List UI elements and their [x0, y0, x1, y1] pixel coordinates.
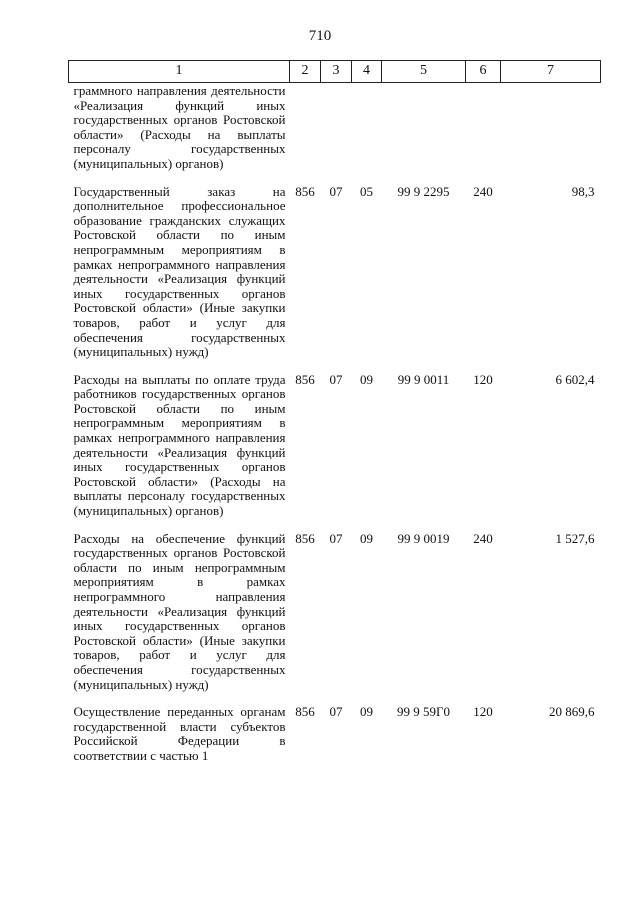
cell-section: 07 — [329, 183, 343, 199]
table-row — [69, 185, 601, 373]
cell-subsection — [352, 83, 382, 185]
cell-subsection: 09 — [360, 530, 373, 546]
cell-ministry-code: 856 — [295, 704, 315, 720]
cell-subsection: 05 — [360, 183, 373, 199]
cell-ministry-code — [290, 83, 321, 185]
cell-amount: 20 869,6 — [549, 704, 595, 720]
cell-section — [321, 83, 352, 185]
cell-target-article — [382, 83, 466, 185]
cell-expense-type — [466, 83, 501, 185]
table-row — [69, 373, 601, 532]
column-header: 1 — [69, 61, 290, 83]
cell-expense-type: 240 — [473, 183, 493, 199]
cell-amount: 1 527,6 — [555, 530, 595, 546]
table-row — [69, 532, 601, 706]
cell-target-article: 99 9 59Г0 — [396, 704, 450, 720]
cell-expense-type: 120 — [473, 704, 493, 720]
column-header: 7 — [501, 61, 601, 83]
cell-section: 07 — [329, 371, 343, 387]
row-description: Государственный заказ на дополнительное профессиональное образование гражданских служащих Ростовской области по иным непрограммным мероприятиям в рамках непрограммного направления деятельности «Реализация функций иных государственных органов Ростовской области» (Иные закупки товаров, работ и услуг для обеспечения государственных (муниципальных) нужд) — [73, 183, 286, 360]
page-number: 710 — [308, 28, 332, 44]
column-header: 6 — [466, 61, 501, 83]
column-header: 3 — [321, 61, 352, 83]
cell-target-article: 99 9 0019 — [397, 530, 450, 546]
cell-target-article: 99 9 0011 — [397, 371, 450, 387]
cell-ministry-code: 856 — [295, 530, 315, 546]
cell-section: 07 — [329, 704, 343, 720]
row-description: граммного направления деятельности «Реализация функций иных государственных органов Ростовской области» (Расходы на выплаты персоналу государственных (муниципальных) органов) — [73, 83, 286, 171]
cell-amount: 6 602,4 — [555, 371, 595, 387]
cell-target-article: 99 9 2295 — [397, 183, 450, 199]
cell-ministry-code: 856 — [295, 183, 315, 199]
budget-table — [68, 60, 601, 777]
cell-amount — [501, 83, 601, 185]
column-header: 4 — [352, 61, 382, 83]
row-description: Расходы на выплаты по оплате труда работников государственных органов Ростовской области по иным непрограммным мероприятиям в рамках непрограммного направления деятельности «Реализация функций иных государственных органов Ростовской области» (Расходы на выплаты персоналу государственных (муниципальных) органов) — [73, 371, 286, 519]
column-header: 2 — [290, 61, 321, 83]
cell-subsection: 09 — [360, 371, 373, 387]
cell-expense-type: 240 — [473, 530, 493, 546]
cell-section: 07 — [329, 530, 343, 546]
row-description: Расходы на обеспечение функций государственных органов Ростовской области по иным непрограммным мероприятиям в рамках непрограммного направления деятельности «Реализация функций иных государственных органов Ростовской области» (Иные закупки товаров, работ и услуг для обеспечения государственных (муниципальных) нужд) — [73, 530, 286, 692]
row-description: Осуществление переданных органам государственной власти субъектов Российской Федерации в соответствии с частью 1 — [73, 704, 286, 763]
table-row — [69, 83, 601, 185]
cell-ministry-code: 856 — [295, 371, 315, 387]
cell-subsection: 09 — [360, 704, 373, 720]
column-header: 5 — [382, 61, 466, 83]
table-row — [69, 705, 601, 776]
cell-expense-type: 120 — [473, 371, 493, 387]
cell-amount: 98,3 — [571, 183, 595, 199]
header-row — [69, 61, 601, 83]
